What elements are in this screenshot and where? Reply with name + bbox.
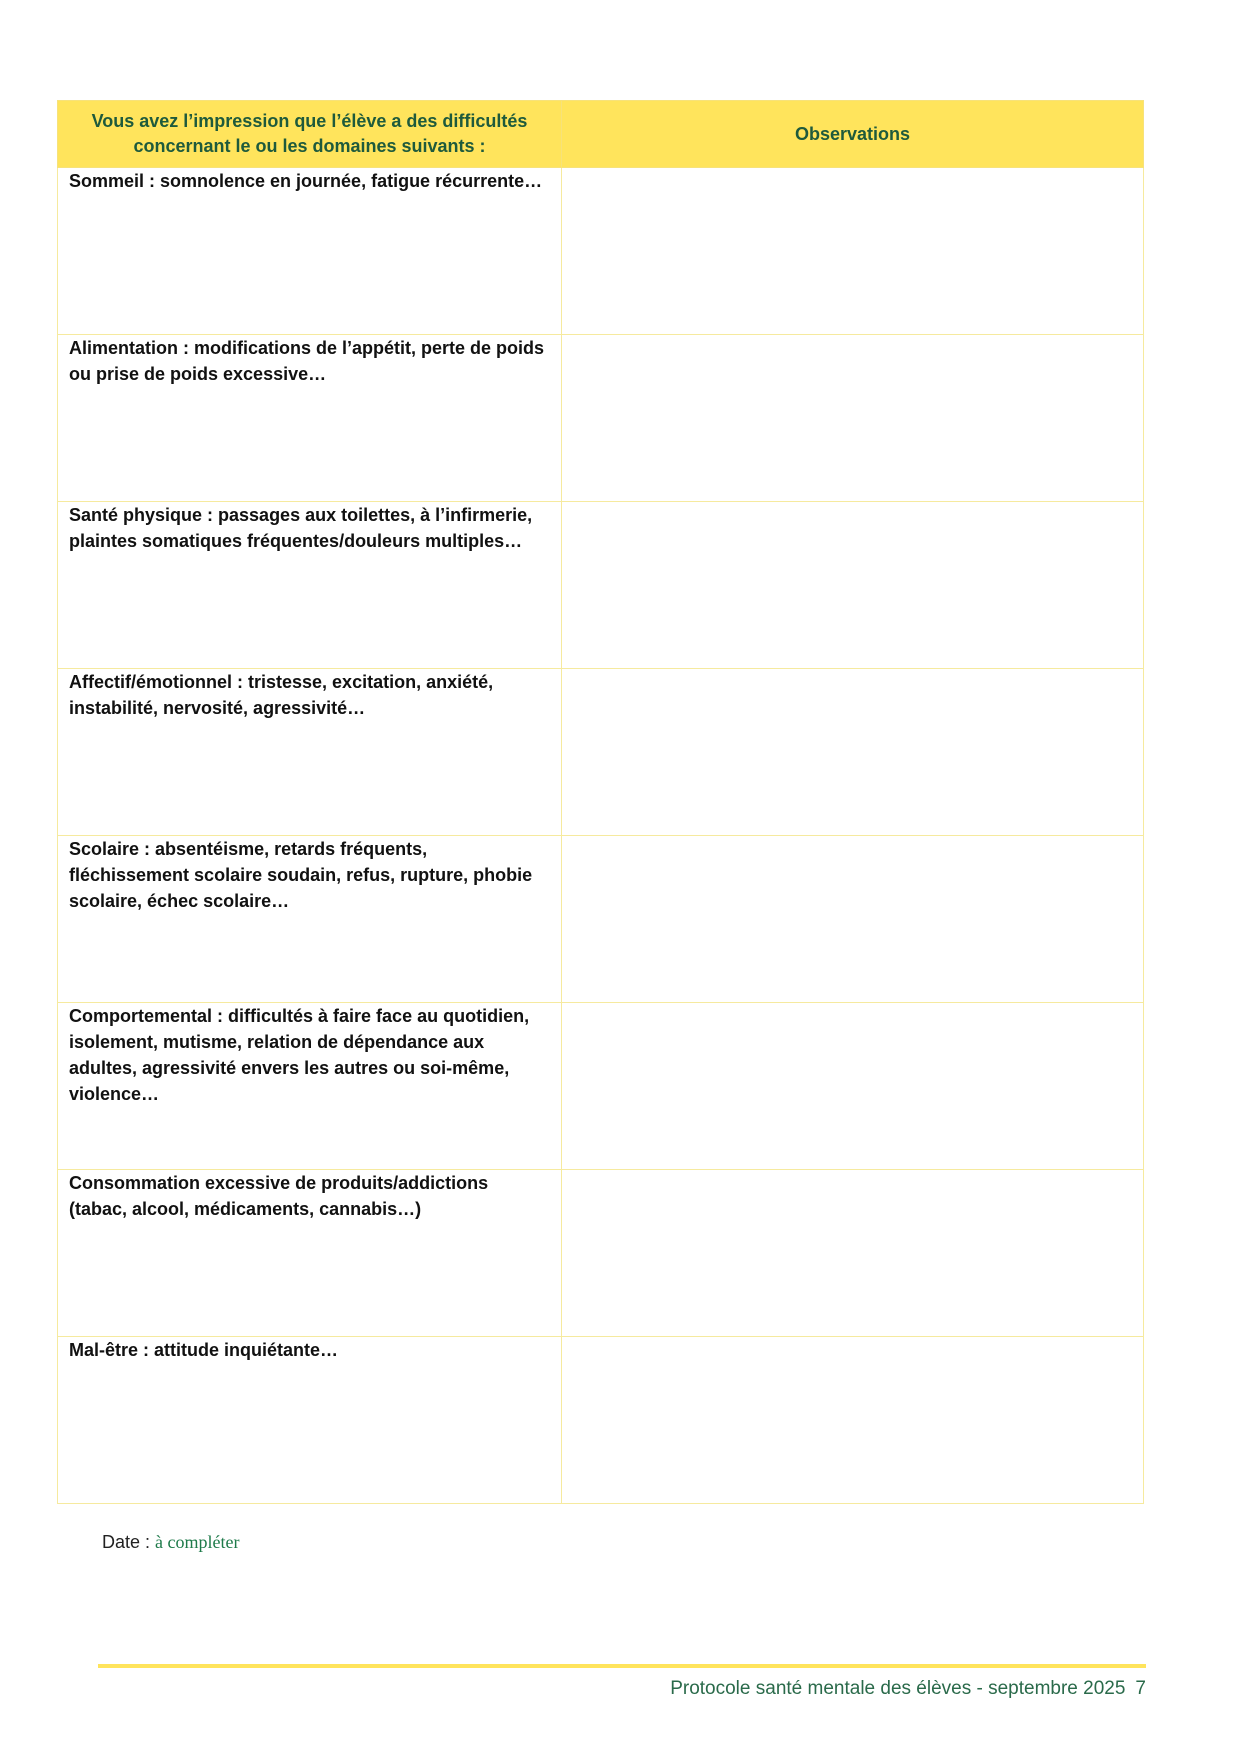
- domain-cell-consommation: Consommation excessive de produits/addictions (tabac, alcool, médicaments, cannabis…): [58, 1170, 562, 1337]
- page-footer: [670, 1678, 1146, 1700]
- observation-cell-sommeil[interactable]: [562, 168, 1144, 335]
- observation-cell-comportemental[interactable]: [562, 1003, 1144, 1170]
- table-row: [58, 1170, 1144, 1337]
- observation-cell-consommation[interactable]: [562, 1170, 1144, 1337]
- domain-cell-mal-etre: Mal-être : attitude inquiétante…: [58, 1337, 562, 1504]
- date-label: Date :: [102, 1532, 151, 1552]
- table-row: [58, 1337, 1144, 1504]
- date-field[interactable]: à compléter: [155, 1532, 240, 1552]
- observation-cell-scolaire[interactable]: [562, 836, 1144, 1003]
- observation-cell-affectif-emotionnel[interactable]: [562, 669, 1144, 836]
- domain-column-header: Vous avez l’impression que l’élève a des difficultés concernant le ou les domaines suivants :: [58, 101, 562, 168]
- table-row: [58, 168, 1144, 335]
- observations-column-header: Observations: [562, 101, 1144, 168]
- table-row: [58, 836, 1144, 1003]
- page-number: 7: [1135, 1678, 1146, 1699]
- table-row: [58, 1003, 1144, 1170]
- observation-cell-sante-physique[interactable]: [562, 502, 1144, 669]
- difficulties-table: [57, 100, 1144, 1504]
- footer-title: Protocole santé mentale des élèves - septembre 2025: [670, 1678, 1126, 1699]
- domain-cell-alimentation: Alimentation : modifications de l’appétit, perte de poids ou prise de poids excessive…: [58, 335, 562, 502]
- table-header-row: [58, 101, 1144, 168]
- footer-divider: [98, 1664, 1146, 1668]
- domain-cell-sommeil: Sommeil : somnolence en journée, fatigue récurrente…: [58, 168, 562, 335]
- date-line: [102, 1532, 240, 1553]
- table-row: [58, 669, 1144, 836]
- domain-cell-scolaire: Scolaire : absentéisme, retards fréquents, fléchissement scolaire soudain, refus, rupture, phobie scolaire, échec scolaire…: [58, 836, 562, 1003]
- observation-cell-mal-etre[interactable]: [562, 1337, 1144, 1504]
- domain-cell-affectif-emotionnel: Affectif/émotionnel : tristesse, excitation, anxiété, instabilité, nervosité, agressivité…: [58, 669, 562, 836]
- table-row: [58, 335, 1144, 502]
- domain-cell-sante-physique: Santé physique : passages aux toilettes, à l’infirmerie, plaintes somatiques fréquentes/douleurs multiples…: [58, 502, 562, 669]
- observation-cell-alimentation[interactable]: [562, 335, 1144, 502]
- domain-cell-comportemental: Comportemental : difficultés à faire face au quotidien, isolement, mutisme, relation de dépendance aux adultes, agressivité envers les autres ou soi-même, violence…: [58, 1003, 562, 1170]
- table-row: [58, 502, 1144, 669]
